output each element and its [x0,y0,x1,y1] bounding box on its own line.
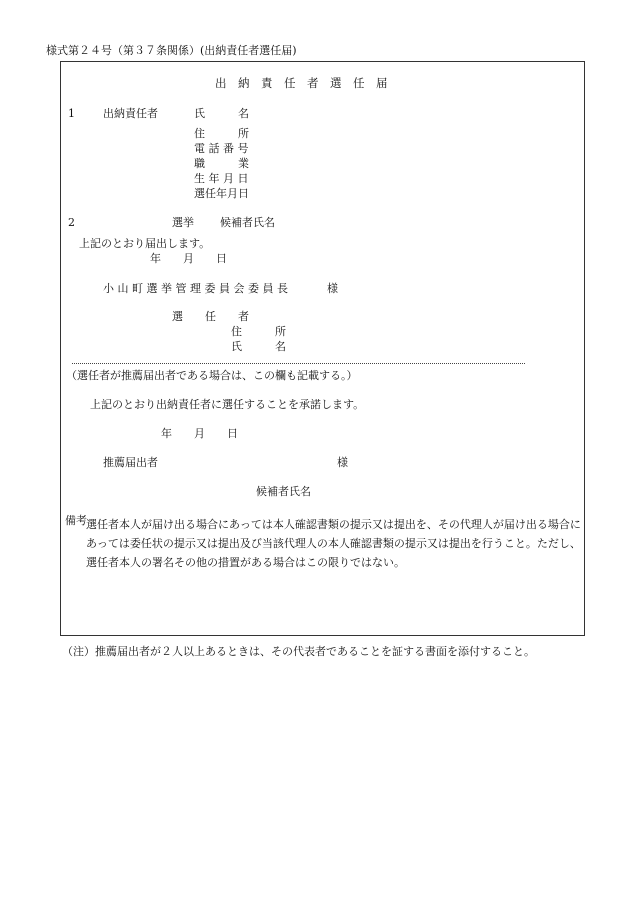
candidate-name-label: 候補者氏名 [256,485,311,498]
addressee: 小 山 町 選 挙 管 理 委 員 会 委 員 長 [103,282,288,295]
section2-candidate: 候補者氏名 [220,216,275,229]
field-phone: 電 話 番 号 [194,142,249,155]
field-appointment-date: 選任年月日 [194,187,249,200]
field-address: 住 所 [194,127,249,140]
recommender-sama: 様 [337,456,348,469]
section2-election: 選挙 [172,216,194,229]
recommender-label: 推薦届出者 [103,456,158,469]
field-name: 氏 名 [194,107,249,120]
remarks-text: 選任者本人が届け出る場合にあっては本人確認書類の提示又は提出を、その代理人が届け出る場合にあっては委任状の提示又は提出及び当該代理人の本人確認書類の提示又は提出を行うこと。ただし、選任者本人の署名その他の措置がある場合はこの限りではない。 [86,518,581,569]
addressee-sama: 様 [327,282,338,295]
date-2: 年 月 日 [161,427,238,440]
section1-number: 1 [68,107,75,120]
footnote: （注）推薦届出者が２人以上あるときは、その代表者であることを証する書面を添付すること。 [62,645,535,658]
field-birthdate: 生 年 月 日 [194,172,249,185]
section1-label: 出納責任者 [103,107,158,120]
field-occupation: 職 業 [194,157,249,170]
remarks-label: 備考 [65,514,87,527]
date-1: 年 月 日 [150,252,227,265]
dotted-divider [72,363,525,364]
form-number: 様式第２４号（第３７条関係）(出納責任者選任届) [46,44,297,57]
note-paren: （選任者が推薦届出者である場合は、この欄も記載する。） [66,369,358,382]
appointer-title: 選 任 者 [172,310,249,323]
form-title: 出 納 責 任 者 選 任 届 [215,76,388,90]
appointer-name: 氏 名 [231,340,286,353]
section2-number: 2 [68,216,75,229]
consent-text: 上記のとおり出納責任者に選任することを承諾します。 [90,398,365,411]
appointer-address: 住 所 [231,325,286,338]
declaration: 上記のとおり届出します。 [79,237,211,250]
